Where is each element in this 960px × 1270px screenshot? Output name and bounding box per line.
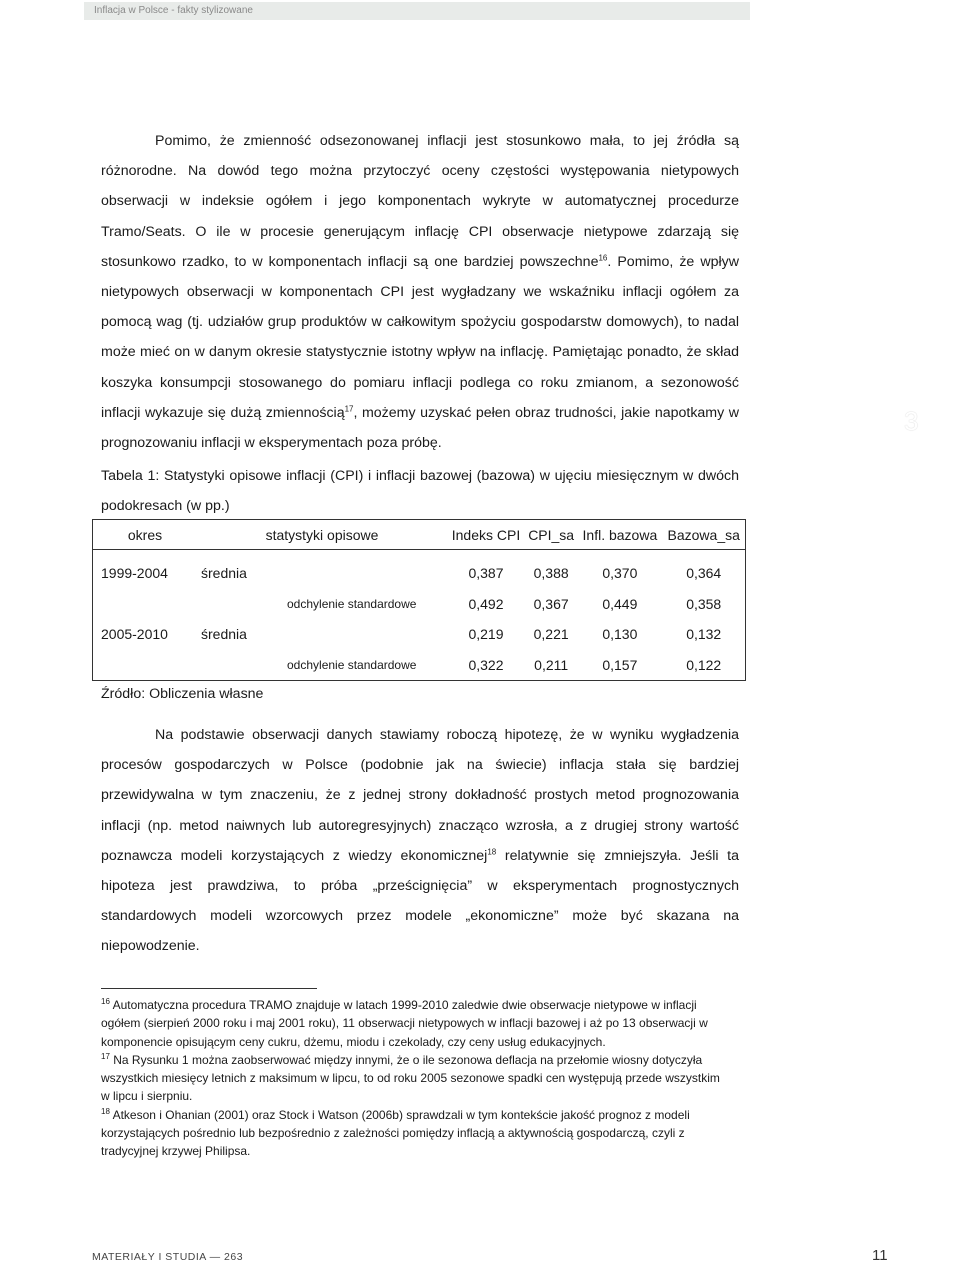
footnote-number: 18 <box>101 1106 110 1116</box>
footnote-text: Atkeson i Ohanian (2001) oraz Stock i Watson (2006b) sprawdzali w tym kontekście jakość prognoz z modeli korzystających pośrednio lub bezpośrednio z zależności pomiędzy inflacją a aktywnością gospodarczą, czyli z tradycyjnej krzywej Philipsa. <box>101 1107 690 1159</box>
statistics-table <box>92 519 746 681</box>
stat-cell: odchylenie standardowe <box>287 657 417 672</box>
paragraph-2-part-2: relatywnie się zmniejszyła. Jeśli ta hipoteza jest prawdziwa, to próba „prześcignięcia” w eksperymentach prognostycznych standardowych modeli wzorcowych przez modele „ekonomiczne” może być skazana na niepowodzenie. <box>101 847 739 955</box>
value-cell: 0,221 <box>533 626 569 643</box>
value-cell: 0,367 <box>533 595 569 612</box>
paragraph-1-part-3: , możemy uzyskać pełen obraz trudności, jakie napotkamy w prognozowaniu inflacji w eksperymentach poza próbę. <box>101 404 739 452</box>
stat-cell: średnia <box>201 565 247 582</box>
header-cell-period: okres <box>93 520 198 550</box>
table-row <box>93 619 746 650</box>
value-cell: 0,370 <box>602 565 638 582</box>
header-cell-cpi: Indeks CPI <box>447 520 525 550</box>
header-cell-stat: statystyki opisowe <box>197 520 447 550</box>
header-cell-core-sa: Bazowa_sa <box>662 520 745 550</box>
running-header <box>84 2 750 20</box>
value-cell: 0,387 <box>468 565 504 582</box>
page-number: 11 <box>872 1247 888 1264</box>
table-row <box>93 589 746 620</box>
footnotes <box>101 996 731 1161</box>
footnote-number: 16 <box>101 997 110 1006</box>
value-cell: 0,364 <box>686 565 722 582</box>
paragraph-2-part-1: Na podstawie obserwacji danych stawiamy roboczą hipotezę, że w wyniku wygładzenia procesów gospodarczych w Polsce (podobnie jak na świecie) inflacja stała się bardziej przewidywalna w tym znaczeniu, że z jednej strony dokładność prostych metod prognozowania inflacji (np. metod naiwnych lub autoregresyjnych) znacząco wzrosła, a z drugiej strony wartość poznawcza modeli korzystających z wiedzy ekonomicznej <box>101 727 739 864</box>
stat-cell: średnia <box>201 626 247 643</box>
value-cell: 0,492 <box>468 595 504 612</box>
period-cell <box>93 650 198 681</box>
table-source: Źródło: Obliczenia własne <box>101 686 264 702</box>
value-cell: 0,157 <box>602 656 638 673</box>
value-cell: 0,130 <box>602 626 638 643</box>
footnote-text: Na Rysunku 1 można zaobserwować między innymi, że o ile sezonowa deflacja na przełomie wiosny dotyczyła wszystkich miesięcy letnich z maksimum w lipcu, to od roku 2005 sezonowe spadki cen występują przede wszystkim w lipcu i sierpniu. <box>101 1052 720 1104</box>
footnote-ref-18[interactable]: 18 <box>487 847 497 857</box>
table-caption: Tabela 1: Statystyki opisowe inflacji (CPI) i inflacji bazowej (bazowa) w ujęciu miesięcznym w dwóch podokresach (w pp.) <box>101 468 739 515</box>
value-cell: 0,449 <box>602 595 638 612</box>
header-cell-core: Infl. bazowa <box>577 520 662 550</box>
period-cell: 1999-2004 <box>101 565 168 582</box>
footnote-ref-17[interactable]: 17 <box>344 404 354 414</box>
header-cell-cpi-sa: CPI_sa <box>525 520 577 550</box>
running-header-text: Inflacja w Polsce - fakty stylizowane <box>94 5 253 16</box>
value-cell: 0,358 <box>686 595 722 612</box>
footnote-number: 17 <box>101 1051 110 1061</box>
value-cell: 0,211 <box>534 656 569 673</box>
stat-cell: odchylenie standardowe <box>287 596 417 611</box>
value-cell: 0,132 <box>686 626 722 643</box>
footnote-16 <box>101 996 731 1051</box>
chapter-number: 3 <box>904 406 919 436</box>
table-header-row <box>93 520 746 550</box>
period-cell <box>93 589 198 620</box>
footnote-divider <box>101 988 317 989</box>
paragraph-1-part-2: . Pomimo, że wpływ nietypowych obserwacji w komponentach CPI jest wygładzany we wskaźniku inflacji ogółem za pomocą wag (tj. udziałów grup produktów w całkowitym spożyciu gospodarstw domowych), to nadal może mieć on w danym okresie statystycznie istotny wpływ na inflację. Pamiętając ponadto, że skład koszyka konsumpcji stosowanego do pomiaru inflacji podlega co roku zmianom, a sezonowość inflacji wykazuje się dużą zmiennością <box>101 253 739 421</box>
value-cell: 0,219 <box>468 626 504 643</box>
value-cell: 0,122 <box>686 656 722 673</box>
footer-series-title: MATERIAŁY I STUDIA — 263 <box>92 1251 244 1263</box>
footnote-ref-16[interactable]: 16 <box>598 253 608 263</box>
paragraph-1-part-1: Pomimo, że zmienność odsezonowanej inflacji jest stosunkowo mała, to jej źródła są różnorodne. Na dowód tego można przytoczyć oceny częstości występowania nietypowych obserwacji w indeksie ogółem i jego komponentach wykryte w automatycznej procedurze Tramo/Seats. O ile w procesie generującym inflację CPI obserwacje nietypowe zdarzają się stosunkowo rzadko, to w komponentach inflacji są one bardziej powszechne <box>101 133 739 270</box>
footnote-18 <box>101 1106 731 1161</box>
period-cell: 2005-2010 <box>101 626 168 643</box>
paragraph-2 <box>101 720 739 962</box>
value-cell: 0,322 <box>468 656 504 673</box>
table-row <box>93 650 746 681</box>
paragraph-1 <box>101 126 739 458</box>
value-cell: 0,388 <box>533 565 569 582</box>
table-row <box>93 558 746 589</box>
footnote-text: Automatyczna procedura TRAMO znajduje w latach 1999-2010 zaledwie dwie obserwacje nietypowe w inflacji ogółem (sierpień 2000 roku i maj 2001 roku), 11 obserwacji nietypowych w inflacji bazowej i aż po 13 obserwacji w komponencie opisującym ceny cukru, dżemu, miodu i czekolady, czy ceny usług edukacyjnych. <box>101 998 708 1049</box>
footnote-17 <box>101 1051 731 1106</box>
